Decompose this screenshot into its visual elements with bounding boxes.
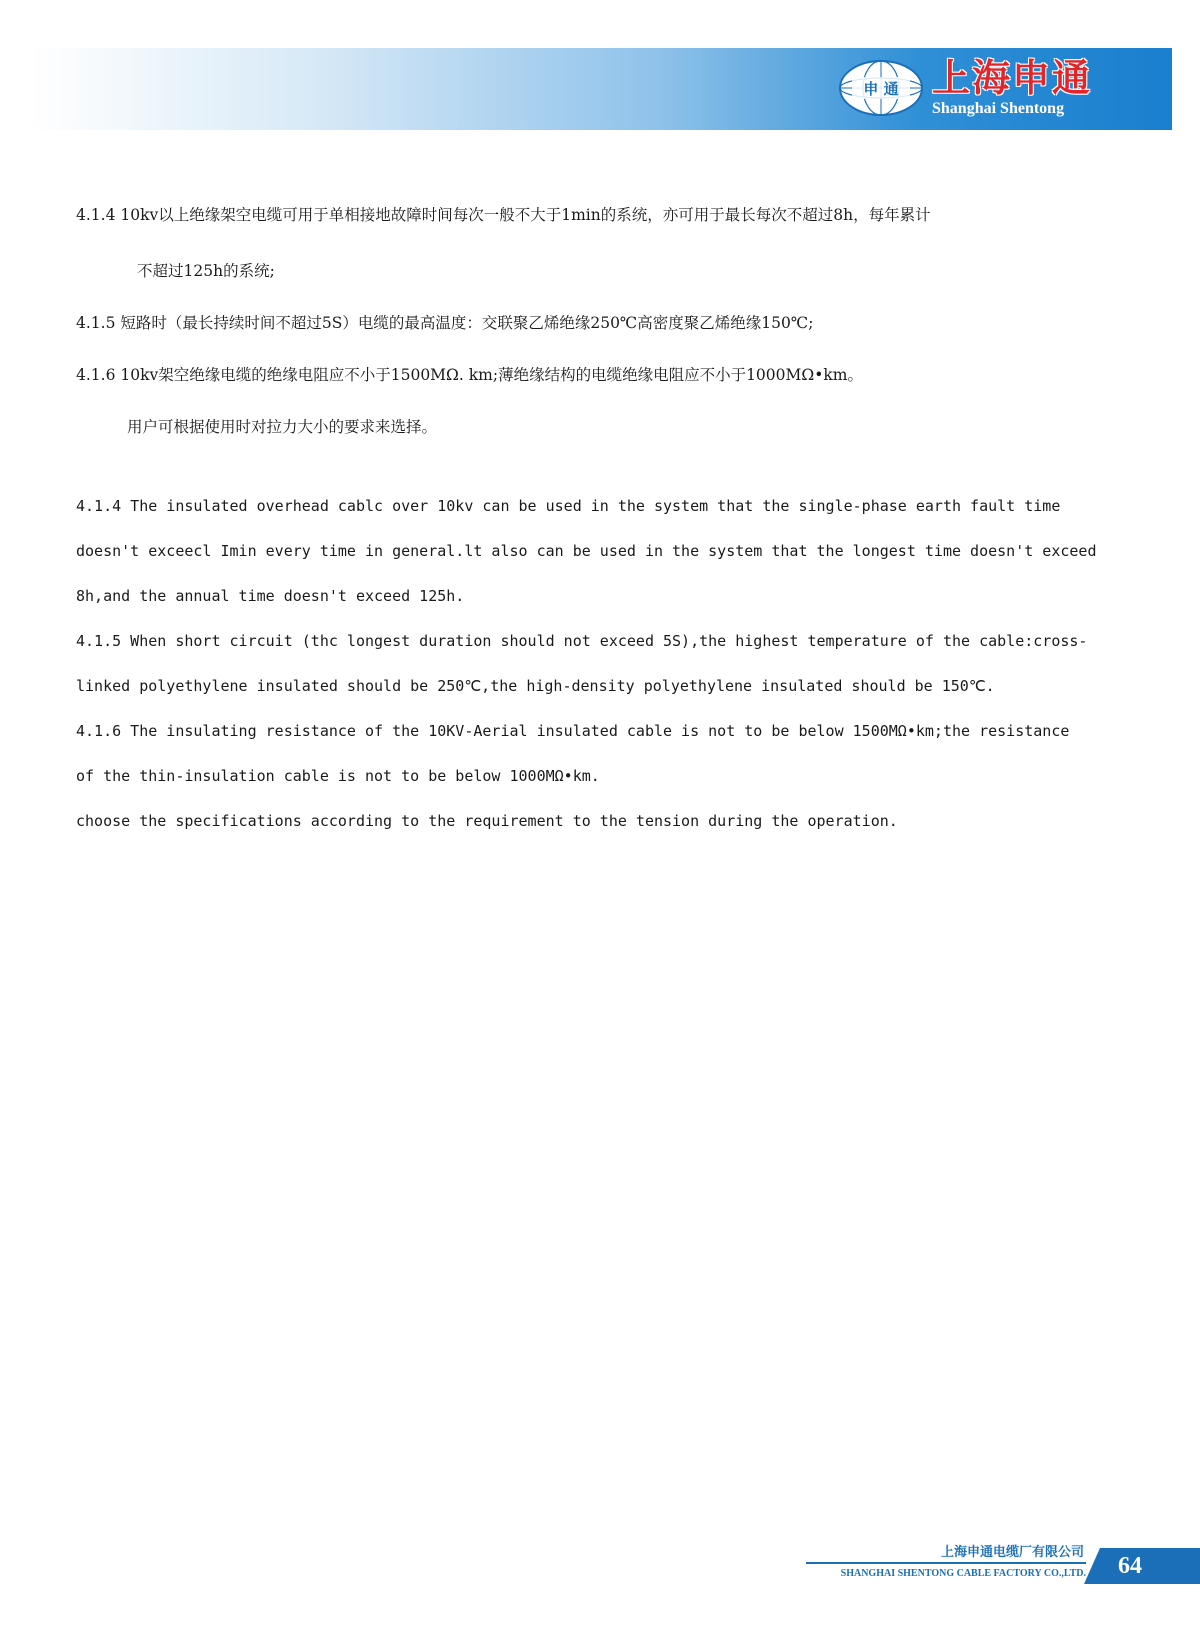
en-line-6: 4.1.6 The insulating resistance of the 10KV-Aerial insulated cable is not to be below 1500MΩ•km;the resistance: [76, 722, 1070, 740]
footer-company-cn: 上海申通电缆厂有限公司: [940, 1545, 1084, 1560]
logo-badge-text: 申 通: [863, 80, 899, 98]
en-line-7: of the thin-insulation cable is not to be below 1000MΩ•km.: [76, 767, 600, 785]
en-line-3: 8h,and the annual time doesn't exceed 125h.: [76, 587, 465, 605]
footer-company-en: SHANGHAI SHENTONG CABLE FACTORY CO.,LTD.: [840, 1568, 1086, 1579]
logo-english-name: Shanghai Shentong: [932, 100, 1065, 117]
cn-line-4: 4.1.6 10kv架空绝缘电缆的绝缘电阻应不小于1500MΩ. km;薄绝缘结构的电缆绝缘电阻应不小于1000MΩ•km。: [76, 366, 863, 384]
en-line-1: 4.1.4 The insulated overhead cablc over 10kv can be used in the system that the single-phase earth fault time: [76, 497, 1061, 515]
en-line-5: linked polyethylene insulated should be 250℃,the high-density polyethylene insulated should be 150℃.: [76, 677, 995, 695]
cn-line-1: 4.1.4 10kv以上绝缘架空电缆可用于单相接地故障时间每次一般不大于1min的系统，亦可用于最长每次不超过8h，每年累计: [76, 206, 931, 224]
footer-divider: [806, 1562, 1086, 1564]
cn-line-3: 4.1.5 短路时（最长持续时间不超过5S）电缆的最高温度：交联聚乙烯绝缘250℃高密度聚乙烯绝缘150℃;: [76, 314, 814, 332]
cn-line-2: 不超过125h的系统;: [137, 262, 275, 280]
logo-chinese-name: 上海申通: [932, 55, 1093, 100]
en-line-2: doesn't exceecl Imin every time in general.lt also can be used in the system that the longest time doesn't exceed: [76, 542, 1097, 560]
en-line-8: choose the specifications according to the requirement to the tension during the operation.: [76, 812, 898, 830]
page-number: 64: [1118, 1553, 1142, 1579]
cn-line-5: 用户可根据使用时对拉力大小的要求来选择。: [127, 418, 438, 436]
en-line-4: 4.1.5 When short circuit (thc longest duration should not exceed 5S),the highest temperature of the cable:cross-: [76, 632, 1088, 650]
globe-logo-icon: [838, 58, 924, 118]
